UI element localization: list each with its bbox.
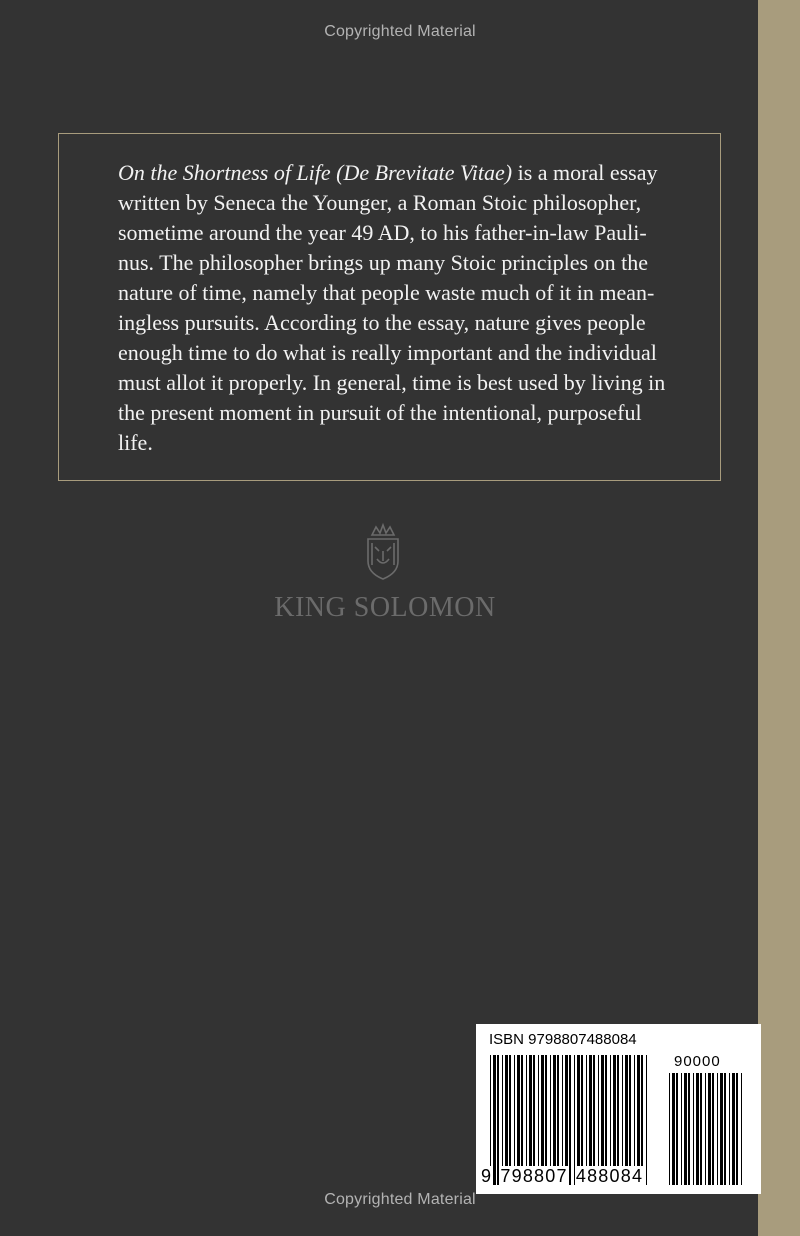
blurb-text bbox=[118, 158, 708, 458]
barcode-bar bbox=[712, 1073, 714, 1185]
isbn-barcode bbox=[476, 1024, 761, 1194]
barcode-bar bbox=[729, 1073, 730, 1185]
barcode-bar bbox=[708, 1073, 711, 1185]
barcode-bar bbox=[736, 1073, 738, 1185]
copyright-watermark-bottom: Copyrighted Material bbox=[324, 1191, 476, 1208]
addon-code: 90000 bbox=[674, 1053, 721, 1070]
blurb-line: ingless pursuits. According to the essay, nature gives people bbox=[118, 310, 646, 335]
spine-strip bbox=[758, 0, 800, 1236]
barcode-bar bbox=[676, 1073, 678, 1185]
barcode-bar bbox=[717, 1073, 718, 1185]
barcode-bar bbox=[669, 1073, 670, 1185]
blurb-line: the present moment in pursuit of the intentional, purposeful bbox=[118, 400, 642, 425]
isbn-label: ISBN 9798807488084 bbox=[489, 1031, 637, 1048]
book-title-italic: On the Shortness of Life (De Brevitate Vitae) bbox=[118, 160, 513, 185]
blurb-line: must allot it properly. In general, time is best used by living in bbox=[118, 370, 666, 395]
barcode-bar bbox=[696, 1073, 699, 1185]
blurb-line: nus. The philosopher brings up many Stoic principles on the bbox=[118, 250, 648, 275]
blurb-line: nature of time, namely that people waste much of it in mean- bbox=[118, 280, 655, 305]
barcode-bar bbox=[720, 1073, 723, 1185]
blurb-line: On the Shortness of Life (De Brevitate Vitae) is a moral essay bbox=[118, 160, 658, 185]
blurb-line: enough time to do what is really important and the individual bbox=[118, 340, 657, 365]
barcode-bar bbox=[672, 1073, 675, 1185]
barcode-bar bbox=[681, 1073, 682, 1185]
copyright-watermark-top: Copyrighted Material bbox=[324, 23, 476, 40]
publisher-name: KING SOLOMON bbox=[274, 592, 496, 623]
barcode-bar bbox=[741, 1073, 742, 1185]
barcode-bar bbox=[732, 1073, 735, 1185]
addon-barcode-bars bbox=[669, 1073, 742, 1185]
blurb-line: life. bbox=[118, 430, 153, 455]
barcode-bar bbox=[700, 1073, 702, 1185]
barcode-bar bbox=[705, 1073, 706, 1185]
barcode-bar bbox=[724, 1073, 726, 1185]
blurb-line: sometime around the year 49 AD, to his father-in-law Pauli- bbox=[118, 220, 647, 245]
blurb-line: written by Seneca the Younger, a Roman Stoic philosopher, bbox=[118, 190, 642, 215]
barcode-bar bbox=[684, 1073, 687, 1185]
barcode-bar bbox=[693, 1073, 694, 1185]
barcode-bar bbox=[688, 1073, 690, 1185]
lion-crest-icon bbox=[364, 521, 402, 583]
barcode-digits: 9 798807 488084 bbox=[481, 1166, 644, 1186]
